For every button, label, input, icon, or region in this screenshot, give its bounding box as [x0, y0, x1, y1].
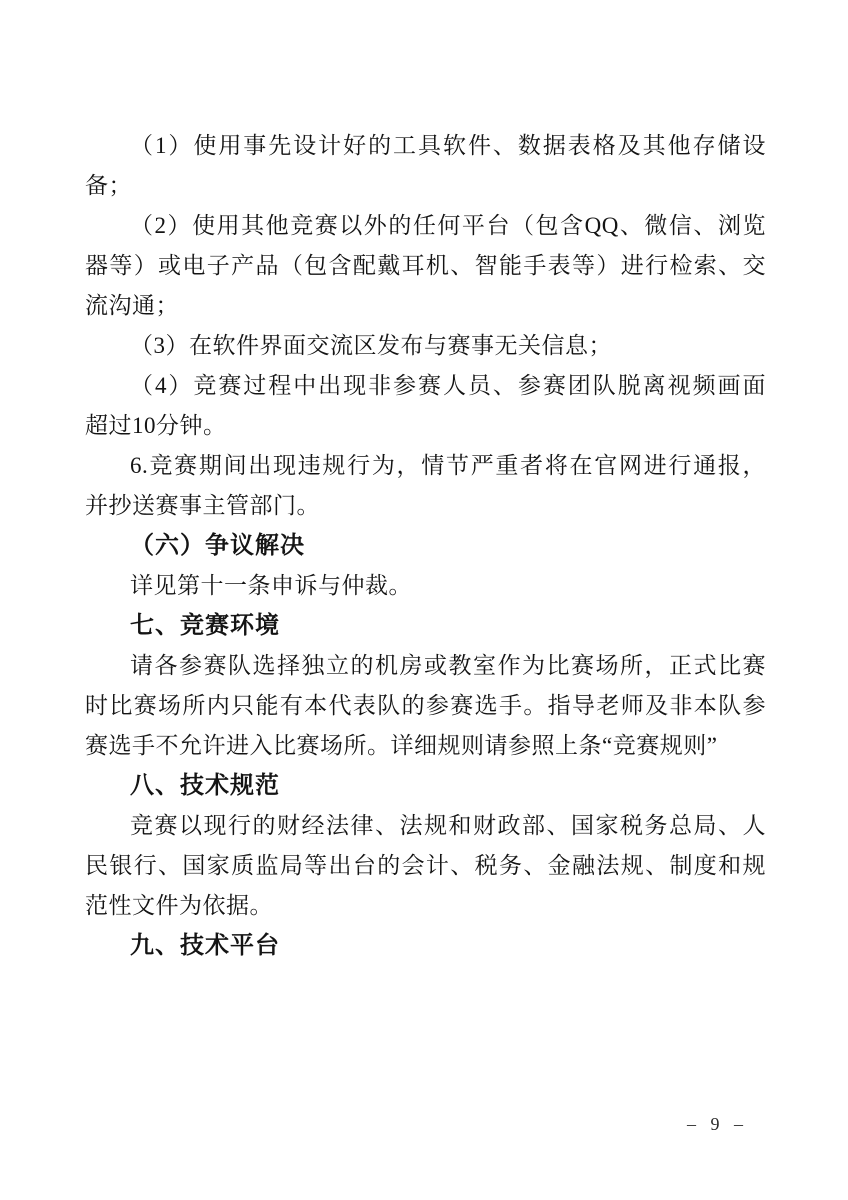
text-line: （2）使用其他竞赛以外的任何平台（包含QQ、微信、浏览	[130, 213, 766, 238]
text-line: 时比赛场所内只能有本代表队的参赛选手。指导老师及非本队参	[85, 693, 766, 718]
paragraph	[85, 806, 766, 926]
section-heading	[85, 766, 766, 806]
text-line: 6.竞赛期间出现违规行为，情节严重者将在官网进行通报，	[130, 453, 766, 478]
text-line: 超过10分钟。	[85, 413, 227, 438]
paragraph	[85, 566, 766, 606]
text-line: 备；	[85, 173, 132, 198]
page-number: – 9 –	[687, 1114, 748, 1134]
document-body	[85, 126, 766, 966]
text-line: （3）在软件界面交流区发布与赛事无关信息；	[130, 333, 612, 358]
text-line: 流沟通；	[85, 293, 179, 318]
text-line: 并抄送赛事主管部门。	[85, 493, 320, 518]
section-heading	[85, 926, 766, 966]
paragraph	[85, 126, 766, 206]
text-line: （4）竞赛过程中出现非参赛人员、参赛团队脱离视频画面	[130, 373, 766, 398]
text-line: 请各参赛队选择独立的机房或教室作为比赛场所，正式比赛	[130, 653, 766, 678]
paragraph	[85, 646, 766, 766]
paragraph	[85, 446, 766, 526]
text-line: 竞赛以现行的财经法律、法规和财政部、国家税务总局、人	[130, 813, 766, 838]
section-heading	[85, 606, 766, 646]
text-line: （1）使用事先设计好的工具软件、数据表格及其他存储设	[130, 133, 766, 158]
text-line: 八、技术规范	[130, 772, 280, 799]
text-line: 九、技术平台	[130, 932, 280, 959]
section-heading	[85, 526, 766, 566]
text-line: 赛选手不允许进入比赛场所。详细规则请参照上条“竞赛规则”	[85, 733, 718, 758]
paragraph	[85, 326, 766, 366]
text-line: 七、竞赛环境	[130, 612, 280, 639]
paragraph	[85, 206, 766, 326]
text-line: 范性文件为依据。	[85, 893, 273, 918]
paragraph	[85, 366, 766, 446]
text-line: （六）争议解决	[130, 532, 305, 559]
text-line: 器等）或电子产品（包含配戴耳机、智能手表等）进行检索、交	[85, 253, 766, 278]
text-line: 民银行、国家质监局等出台的会计、税务、金融法规、制度和规	[85, 853, 766, 878]
text-line: 详见第十一条申诉与仲裁。	[130, 573, 412, 598]
